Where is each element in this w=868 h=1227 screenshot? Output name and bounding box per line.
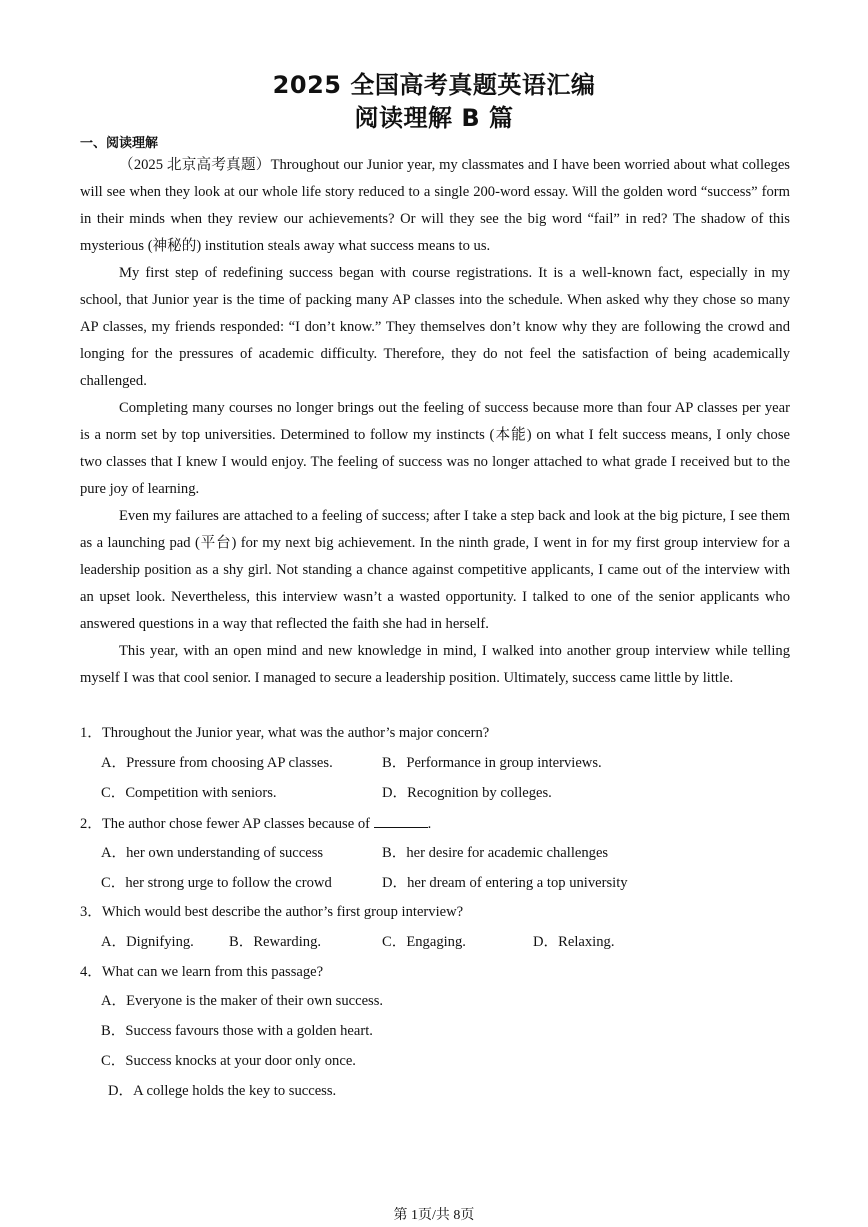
question-3-stem: 3．Which would best describe the author’s first group interview? bbox=[80, 904, 464, 920]
question-1-option-b: B．Performance in group interviews. bbox=[382, 755, 602, 771]
passage-paragraph-2: My first step of redefining success began with course registrations. It is a well-known fact, especially in my school, that Junior year is the time of packing many AP classes into the schedule. When asked why they chose so many AP classes, my friends responded: “I don’t know.” They themselves don’t know why they are following the crowd and longing for the pressures of academic difficulty. Therefore, they do not feel the satisfaction of being academically challenged. bbox=[80, 265, 790, 389]
question-3-option-a: A．Dignifying. bbox=[101, 934, 194, 950]
question-3-option-c: C．Engaging. bbox=[382, 934, 466, 950]
question-4-option-d: D．A college holds the key to success. bbox=[108, 1083, 337, 1099]
question-2-option-b: B．her desire for academic challenges bbox=[382, 845, 609, 861]
answer-blank bbox=[374, 813, 428, 828]
passage-paragraph-3: Completing many courses no longer brings out the feeling of success because more than four AP classes per year is a norm set by top universities. Determined to follow my instincts (本能) on what I felt success means, I only chose two classes that I knew I would enjoy. The feeling of success was no longer attached to what grade I received but to the pure joy of learning. bbox=[80, 400, 790, 497]
question-2-option-d: D．her dream of entering a top university bbox=[382, 875, 628, 891]
passage-paragraph-1: （2025 北京高考真题）Throughout our Junior year, my classmates and I have been worried about what colleges will see when they look at our whole life story reduced to a single 200-word essay. Will the golden word “success” form in their minds when they review our achievements? Or will they see the big word “fail” in red? The shadow of this mysterious (神秘的) institution steals away what success means to us. bbox=[80, 157, 790, 254]
question-2-stem-end: . bbox=[427, 816, 432, 832]
question-2-option-c: C．her strong urge to follow the crowd bbox=[101, 875, 332, 891]
page-number-footer: 第 1页/共 8页 bbox=[393, 1208, 475, 1223]
question-1-option-c: C．Competition with seniors. bbox=[101, 785, 277, 801]
question-3-option-d: D．Relaxing. bbox=[533, 934, 615, 950]
question-1-stem: 1．Throughout the Junior year, what was the author’s major concern? bbox=[80, 725, 490, 741]
question-4-option-c: C．Success knocks at your door only once. bbox=[101, 1053, 356, 1069]
question-4-stem: 4．What can we learn from this passage? bbox=[80, 964, 324, 980]
passage-paragraph-5: This year, with an open mind and new knowledge in mind, I walked into another group interview while telling myself I was that cool senior. I managed to secure a leadership position. Ultimately, success came little by little. bbox=[80, 643, 790, 686]
question-3-option-b: B．Rewarding. bbox=[229, 934, 322, 950]
passage-paragraph-4: Even my failures are attached to a feeling of success; after I take a step back and look at the big picture, I see them as a launching pad (平台) for my next big achievement. In the ninth grade, I went in for my first group interview for a leadership position as a shy girl. Not standing a chance against competitive applicants, I came out of the interview with an upset look. Nevertheless, this interview wasn’t a wasted opportunity. I talked to one of the senior applicants who answered questions in a way that reflected the faith she had in herself. bbox=[80, 508, 790, 632]
question-2-option-a: A．her own understanding of success bbox=[101, 845, 324, 861]
question-2-stem-text: 2．The author chose fewer AP classes because of bbox=[80, 816, 374, 832]
question-2-stem bbox=[80, 813, 431, 834]
reading-passage bbox=[80, 152, 790, 692]
question-1-option-d: D．Recognition by colleges. bbox=[382, 785, 552, 801]
document-title: 2025 全国高考真题英语汇编 bbox=[272, 71, 596, 99]
section-heading: 一、阅读理解 bbox=[80, 136, 159, 151]
document-subtitle: 阅读理解 B 篇 bbox=[354, 104, 514, 132]
question-1-option-a: A．Pressure from choosing AP classes. bbox=[101, 755, 333, 771]
question-4-option-b: B．Success favours those with a golden heart. bbox=[101, 1023, 373, 1039]
question-4-option-a: A．Everyone is the maker of their own success. bbox=[101, 993, 384, 1009]
